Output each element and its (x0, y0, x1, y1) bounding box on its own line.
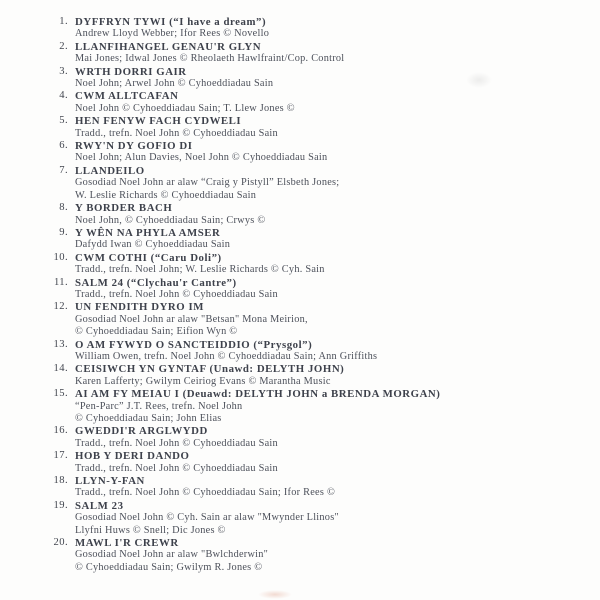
track-row (44, 475, 582, 500)
track-row (44, 165, 582, 202)
track-credit: Llyfni Huws © Snell; Dic Jones © (75, 524, 226, 536)
track-row (44, 363, 582, 388)
track-number: 12. (53, 301, 68, 313)
track-title: SALM 24 (“Clychau'r Cantre”) (75, 276, 237, 289)
track-row (44, 41, 582, 66)
track-title: CWM ALLTCAFAN (75, 90, 179, 103)
track-number: 7. (59, 164, 68, 176)
track-title: CEISIWCH YN GYNTAF (Unawd: DELYTH JOHN) (75, 363, 345, 376)
track-credit: Tradd., trefn. Noel John; W. Leslie Richards © Cyh. Sain (75, 264, 325, 276)
track-content (75, 339, 377, 364)
track-title: Y BORDER BACH (75, 202, 173, 215)
track-credit: Andrew Lloyd Webber; Ifor Rees © Novello (75, 28, 270, 40)
track-number: 1. (59, 16, 68, 27)
track-row (44, 450, 582, 475)
track-row (44, 66, 582, 91)
track-credit: Tradd., trefn. Noel John © Cyhoeddiadau Sain (75, 462, 278, 474)
track-title: Y WÊN NA PHYLA AMSER (75, 226, 221, 239)
track-number: 14. (53, 363, 68, 375)
track-content (75, 500, 339, 537)
track-content (75, 450, 278, 475)
track-credit: Gosodiad Noel John © Cyh. Sain ar alaw "Mwynder Llinos" (75, 512, 339, 524)
track-row (44, 115, 582, 140)
track-title: O AM FYWYD O SANCTEIDDIO (“Prysgol”) (75, 338, 313, 351)
track-number: 2. (59, 40, 68, 52)
track-row (44, 277, 582, 302)
track-number: 9. (59, 226, 68, 238)
track-credit: © Cyhoeddiadau Sain; John Elias (75, 413, 222, 424)
track-row (44, 339, 582, 364)
track-title: WRTH DORRI GAIR (75, 65, 187, 78)
track-content (75, 301, 308, 338)
track-title: DYFFRYN TYWI (“I have a dream”) (75, 16, 267, 28)
track-content (75, 475, 335, 500)
track-credit: Dafydd Iwan © Cyhoeddiadau Sain (75, 239, 231, 251)
track-number: 4. (59, 90, 68, 102)
track-credit: Tradd., trefn. Noel John © Cyhoeddiadau Sain (75, 127, 278, 139)
track-list (44, 16, 582, 574)
track-credit: W. Leslie Richards © Cyhoeddiadau Sain (75, 189, 257, 201)
track-content (75, 388, 440, 425)
track-title: MAWL I'R CREWR (75, 537, 179, 550)
track-credit: Gosodiad Noel John ar alaw “Craig y Pistyll” Elsbeth Jones; (75, 177, 340, 189)
track-content (75, 115, 278, 140)
track-title: RWY'N DY GOFIO DI (75, 140, 193, 153)
track-number: 3. (59, 65, 68, 77)
track-credit: Noel John © Cyhoeddiadau Sain; T. Llew Jones © (75, 102, 295, 114)
track-content (75, 90, 295, 115)
track-number: 16. (53, 425, 68, 437)
track-content (75, 140, 327, 165)
track-row (44, 388, 582, 425)
track-content (75, 425, 278, 450)
track-number: 13. (53, 338, 68, 350)
scan-smudge (258, 590, 292, 599)
track-row (44, 90, 582, 115)
track-credit: © Cyhoeddiadau Sain; Gwilym R. Jones © (75, 561, 263, 573)
track-row (44, 425, 582, 450)
track-row (44, 301, 582, 338)
track-number: 15. (53, 388, 68, 400)
track-content (75, 277, 278, 302)
track-number: 11. (53, 276, 68, 288)
track-content (75, 165, 339, 202)
track-credit: William Owen, trefn. Noel John © Cyhoeddiadau Sain; Ann Griffiths (75, 350, 378, 362)
track-title: LLANFIHANGEL GENAU'R GLYN (75, 40, 262, 53)
track-content (75, 537, 268, 574)
track-content (75, 363, 344, 388)
track-title: LLANDEILO (75, 164, 145, 177)
track-credit: Noel John; Arwel John © Cyhoeddiadau Sain (75, 78, 274, 90)
track-title: SALM 23 (75, 499, 124, 512)
track-content (75, 41, 344, 66)
track-content (75, 227, 230, 252)
track-number: 19. (53, 499, 68, 511)
track-credit: © Cyhoeddiadau Sain; Eifion Wyn © (75, 326, 238, 338)
track-row (44, 252, 582, 277)
track-credit: Tradd., trefn. Noel John © Cyhoeddiadau Sain (75, 288, 278, 300)
track-content (75, 202, 265, 227)
track-title: HOB Y DERI DANDO (75, 450, 190, 463)
track-title: UN FENDITH DYRO IM (75, 301, 204, 314)
track-credit: Karen Lafferty; Gwilym Ceiriog Evans © Marantha Music (75, 375, 331, 387)
track-title: LLYN-Y-FAN (75, 475, 145, 488)
track-row (44, 202, 582, 227)
track-credit: Mai Jones; Idwal Jones © Rheolaeth Hawlfraint/Cop. Control (75, 53, 345, 65)
track-credit: Gosodiad Noel John ar alaw "Betsan" Mona Meirion, (75, 313, 308, 325)
track-title: AI AM FY MEIAU I (Deuawd: DELYTH JOHN a BRENDA MORGAN) (75, 388, 441, 401)
track-credit: Noel John; Alun Davies, Noel John © Cyhoeddiadau Sain (75, 152, 328, 164)
track-number: 6. (59, 140, 68, 152)
track-title: HEN FENYW FACH CYDWELI (75, 115, 242, 128)
track-content (75, 252, 325, 277)
track-title: CWM COTHI (“Caru Doli”) (75, 251, 222, 264)
track-number: 18. (53, 475, 68, 487)
track-credit: Noel John, © Cyhoeddiadau Sain; Crwys © (75, 214, 266, 226)
track-row (44, 227, 582, 252)
track-credit: Tradd., trefn. Noel John © Cyhoeddiadau Sain; Ifor Rees © (75, 487, 336, 499)
track-title: GWEDDI'R ARGLWYDD (75, 425, 208, 438)
track-row (44, 537, 582, 574)
track-row (44, 16, 582, 41)
track-credit: Tradd., trefn. Noel John © Cyhoeddiadau Sain (75, 437, 278, 449)
track-number: 17. (53, 450, 68, 462)
track-number: 20. (53, 537, 68, 549)
track-credit: “Pen-Parc” J.T. Rees, trefn. Noel John (75, 400, 243, 412)
track-number: 5. (59, 115, 68, 127)
track-content (75, 16, 269, 41)
track-content (75, 66, 273, 91)
track-row (44, 140, 582, 165)
track-row (44, 500, 582, 537)
track-number: 10. (53, 251, 68, 263)
track-credit: Gosodiad Noel John ar alaw "Bwlchderwin" (75, 549, 269, 561)
track-number: 8. (59, 202, 68, 214)
